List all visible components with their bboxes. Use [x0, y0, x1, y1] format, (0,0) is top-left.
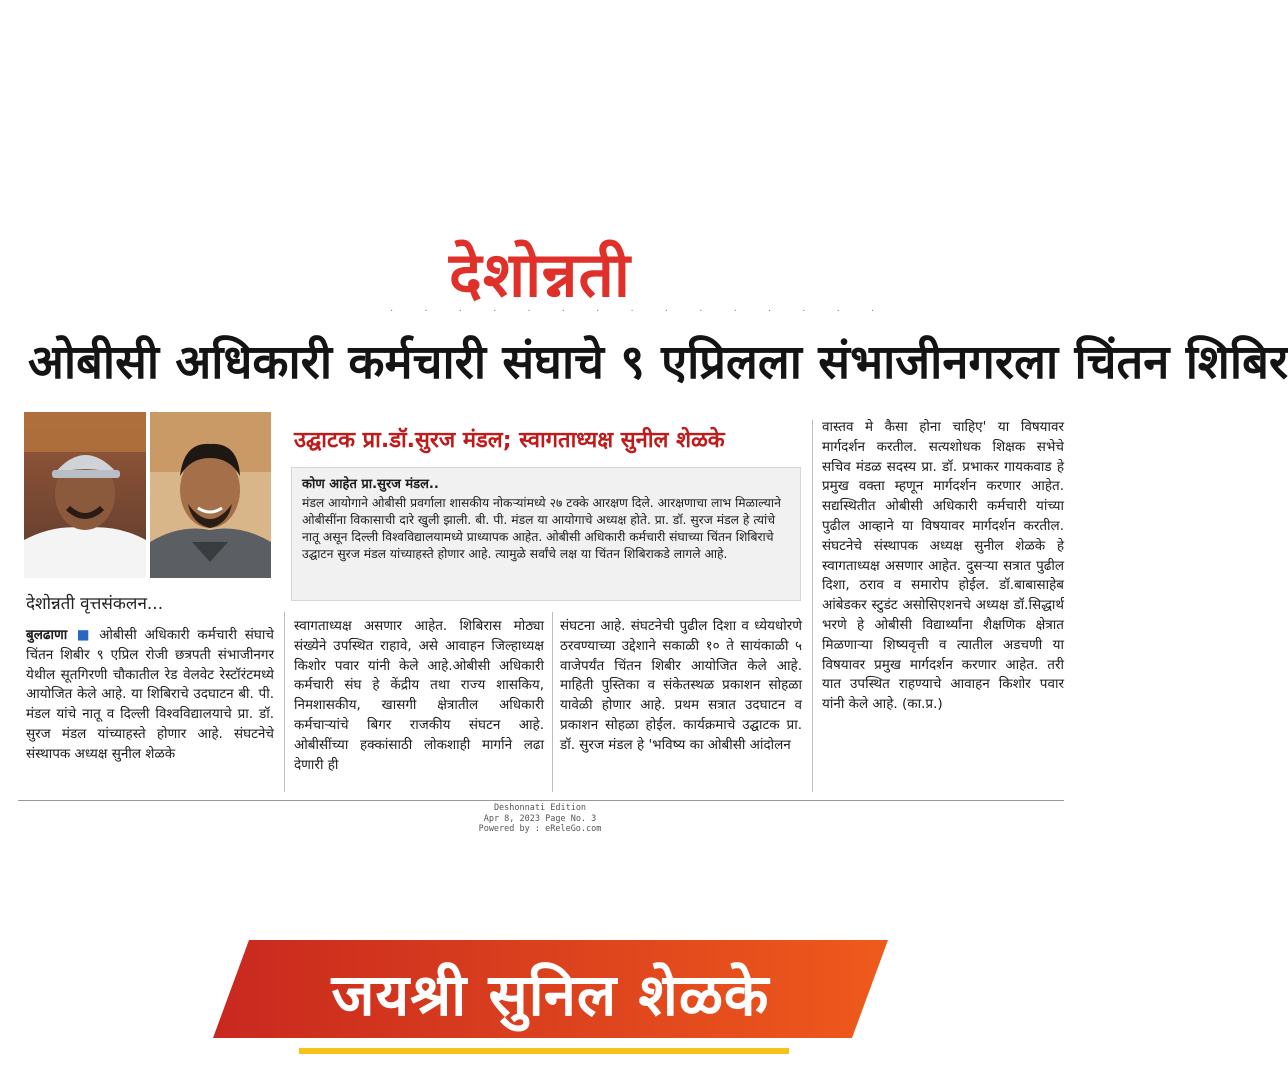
article-headline: ओबीसी अधिकारी कर्मचारी संघाचे ९ एप्रिलला संभाजीनगरला चिंतन शिबिर: [28, 335, 1288, 390]
column-divider: [284, 612, 285, 792]
page-rule: [18, 800, 1064, 801]
column-3-text: संघटना आहे. संघटनेची पुढील दिशा व ध्येयधोरणे ठरवण्याच्या उद्देशाने सकाळी १० ते सायंकाळी ५ वाजेपर्यंत चिंतन शिबीर आयोजित केले आहे. माहिती पुस्तिका व संकेतस्थळ प्रकाशन सोहळा यावेळी होणार आहे. प्रथम सत्रात उदघाटन व प्रकाशन सोहळा होईल. कार्यक्रमाचे उद्घाटक प्रा. डॉ. सुरज मंडल हे 'भविष्य का ओबीसी आंदोलन: [560, 618, 802, 753]
info-box: [291, 467, 801, 601]
article-column-3: [560, 617, 802, 756]
footer-powered-by: Powered by : eReleGo.com: [478, 824, 602, 834]
dateline-place: बुलढाणा: [26, 627, 68, 643]
photo-man-with-cap: [24, 412, 146, 578]
footer-edition: Deshonnati Edition: [493, 803, 587, 813]
info-box-text: मंडल आयोगाने ओबीसी प्रवर्गाला शासकीय नोकऱ्यांमध्ये २७ टक्के आरक्षण दिले. आरक्षणाचा लाभ मिळाल्याने ओबीसींना विकासाची दारे खुली झाली. बी. पी. मंडल या आयोगाचे अध्यक्ष होते. प्रा. डॉ. सुरज मंडल हे त्यांचे नातू असून दिल्ली विश्वविद्यालयामध्ये प्राध्यापक आहेत. ओबीसी अधिकारी कर्मचारी संघाच्या चिंतन शिबिराचे उद्घाटन सुरज मंडल यांच्याहस्ते होणार आहे. त्यामुळे सर्वांचे लक्ष या चिंतन शिबिराकडे लागले आहे.: [302, 496, 781, 561]
footer-date-page: Apr 8, 2023 Page No. 3: [483, 813, 597, 824]
column-2-text: स्वागताध्यक्ष असणार आहेत. शिबिरास मोठ्या संख्येने उपस्थित राहावे, असे आवाहन जिल्हाध्यक्ष किशोर पवार यांनी केले आहे.ओबीसी अधिकारी कर्मचारी संघ हे केंद्रीय तथा राज्य शासकिय, निमशासकीय, खासगी क्षेत्रातील अधिकारी कर्मचाऱ्यांचे बिगर राजकीय संघटन आहे. ओबीसींच्या हक्कांसाठी लोकशाही मार्गाने लढा देणारी ही: [294, 618, 544, 773]
banner-name-text: जयश्री सुनिल शेळके: [331, 961, 770, 1029]
article-column-4: [822, 418, 1064, 715]
dateline-bullet-icon: ■: [73, 627, 94, 643]
photo-caption: देशोन्नती वृत्तसंकलन...: [26, 594, 164, 614]
column-4-text: वास्तव मे कैसा होना चाहिए' या विषयावर मार्गदर्शन करतील. सत्यशोधक शिक्षक सभेचे सचिव मंडळ सदस्य प्रा. डॉ. प्रभाकर गायकवाड हे प्रमुख वक्ता म्हणून मार्गदर्शन करणार आहेत. सद्यस्थितीत ओबीसी अधिकारी कर्मचारी यांच्या पुढील आव्हाने या विषयावर मार्गदर्शन करतील. संघटनेचे संस्थापक अध्यक्ष सुनील शेळके हे स्वागताध्यक्ष असणार आहेत. दुसऱ्या सत्रात पुढील दिशा, ठराव व समारोप होईल. डॉ.बाबासाहेब आंबेडकर स्टुडंट असोसिएशनचे अध्यक्ष डॉ.सिद्धार्थ भरणे हे ओबीसी विद्यार्थ्यांना शैक्षणिक क्षेत्रात मिळणाऱ्या शिष्यवृत्ती व त्यातील अडचणी या विषयावर प्रमुख मार्गदर्शन करणार आहेत. तरी यात उपस्थित राहण्याचे आवाहन किशोर पवार यांनी केले आहे. (का.प्र.): [822, 419, 1064, 713]
edition-footer: [0, 803, 1080, 835]
photo-man-smiling: [150, 412, 271, 578]
column-1-text: ओबीसी अधिकारी कर्मचारी संघाचे चिंतन शिबीर ९ एप्रिल रोजी छत्रपती संभाजीनगर येथील सूतगिरणी चौकातील रेड वेलवेट रेस्टॉरंटमध्ये आयोजित केले आहे. या शिबिराचे उदघाटन बी. पी. मंडल यांचे नातू व दिल्ली विश्वविद्यालयाचे प्रा. डॉ. सुरज मंडल यांच्याहस्ते होणार आहे. संघटनेचे संस्थापक अध्यक्ष सुनील शेळके: [26, 627, 274, 762]
column-divider: [552, 612, 553, 792]
article-column-2: [294, 617, 544, 775]
newspaper-masthead: देशोन्नती: [449, 238, 631, 311]
masthead-decoration: · · · · · · · · · · · · · · ·: [390, 306, 889, 317]
article-subheadline: उद्घाटक प्रा.डॉ.सुरज मंडल; स्वागताध्यक्ष सुनील शेळके: [294, 428, 725, 453]
info-box-title: कोण आहेत प्रा.सुरज मंडल..: [302, 477, 439, 492]
column-divider: [812, 420, 813, 792]
article-column-1: [26, 626, 274, 765]
